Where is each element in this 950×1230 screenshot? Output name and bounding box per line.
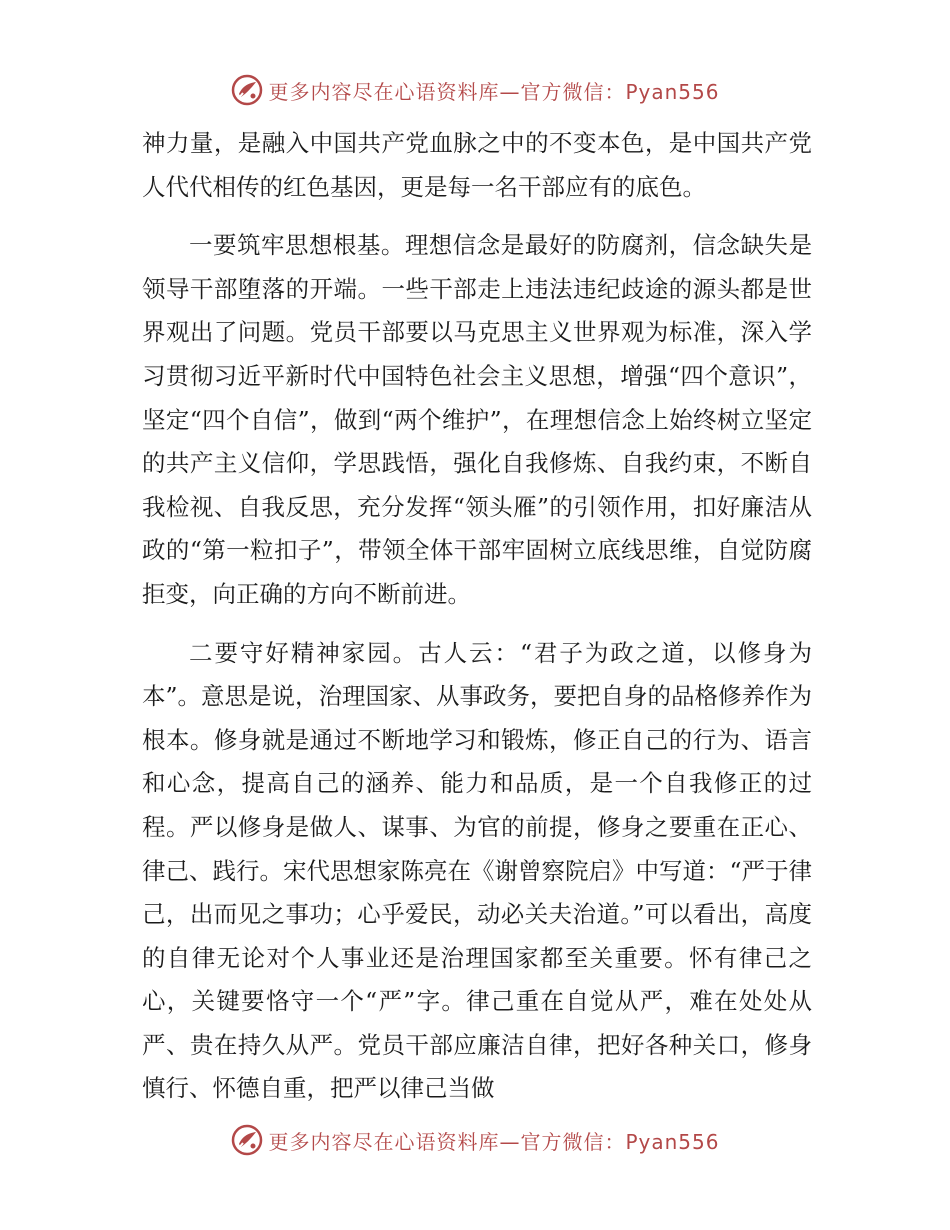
footer-banner-text: 更多内容尽在心语资料库—官方微信：Pyan556	[268, 1129, 720, 1154]
document-body	[142, 122, 812, 1111]
paragraph-second-point: 二要守好精神家园。古人云：“君子为政之道，以修身为本”。意思是说，治理国家、从事政务，要把自身的品格修养作为根本。修身就是通过不断地学习和锻炼，修正自己的行为、语言和心念，提高自己的涵养、能力和品质，是一个自我修正的过程。严以修身是做人、谋事、为官的前提，修身之要重在正心、律己、践行。宋代思想家陈亮在《谢曾察院启》中写道：“严于律己，出而见之事功；心乎爱民，动必关夫治道。”可以看出，高度的自律无论对个人事业还是治理国家都至关重要。怀有律己之心，关键要恪守一个“严”字。律己重在自觉从严，难在处处从严、贵在持久从严。党员干部应廉洁自律，把好各种关口，修身慎行、怀德自重，把严以律己当做	[142, 638, 813, 1103]
footer-banner	[0, 1120, 950, 1160]
brand-logo-icon	[230, 1123, 264, 1157]
paragraph-continuation: 神力量，是融入中国共产党血脉之中的不变本色，是中国共产党人代代相传的红色基因，更是每一名干部应有的底色。	[142, 129, 812, 201]
paragraph-first-point: 一要筑牢思想根基。理想信念是最好的防腐剂，信念缺失是领导干部堕落的开端。一些干部走上违法违纪歧途的源头都是世界观出了问题。党员干部要以马克思主义世界观为标准，深入学习贯彻习近平新时代中国特色社会主义思想，增强“四个意识”，坚定“四个自信”，做到“两个维护”，在理想信念上始终树立坚定的共产主义信仰，学思践悟，强化自我修炼、自我约束，不断自我检视、自我反思，充分发挥“领头雁”的引领作用，扣好廉洁从政的“第一粒扣子”，带领全体干部牢固树立底线思维，自觉防腐拒变，向正确的方向不断前进。	[142, 231, 812, 608]
header-banner-text: 更多内容尽在心语资料库—官方微信：Pyan556	[268, 79, 720, 104]
brand-logo-icon	[230, 73, 264, 107]
header-banner	[0, 70, 950, 110]
